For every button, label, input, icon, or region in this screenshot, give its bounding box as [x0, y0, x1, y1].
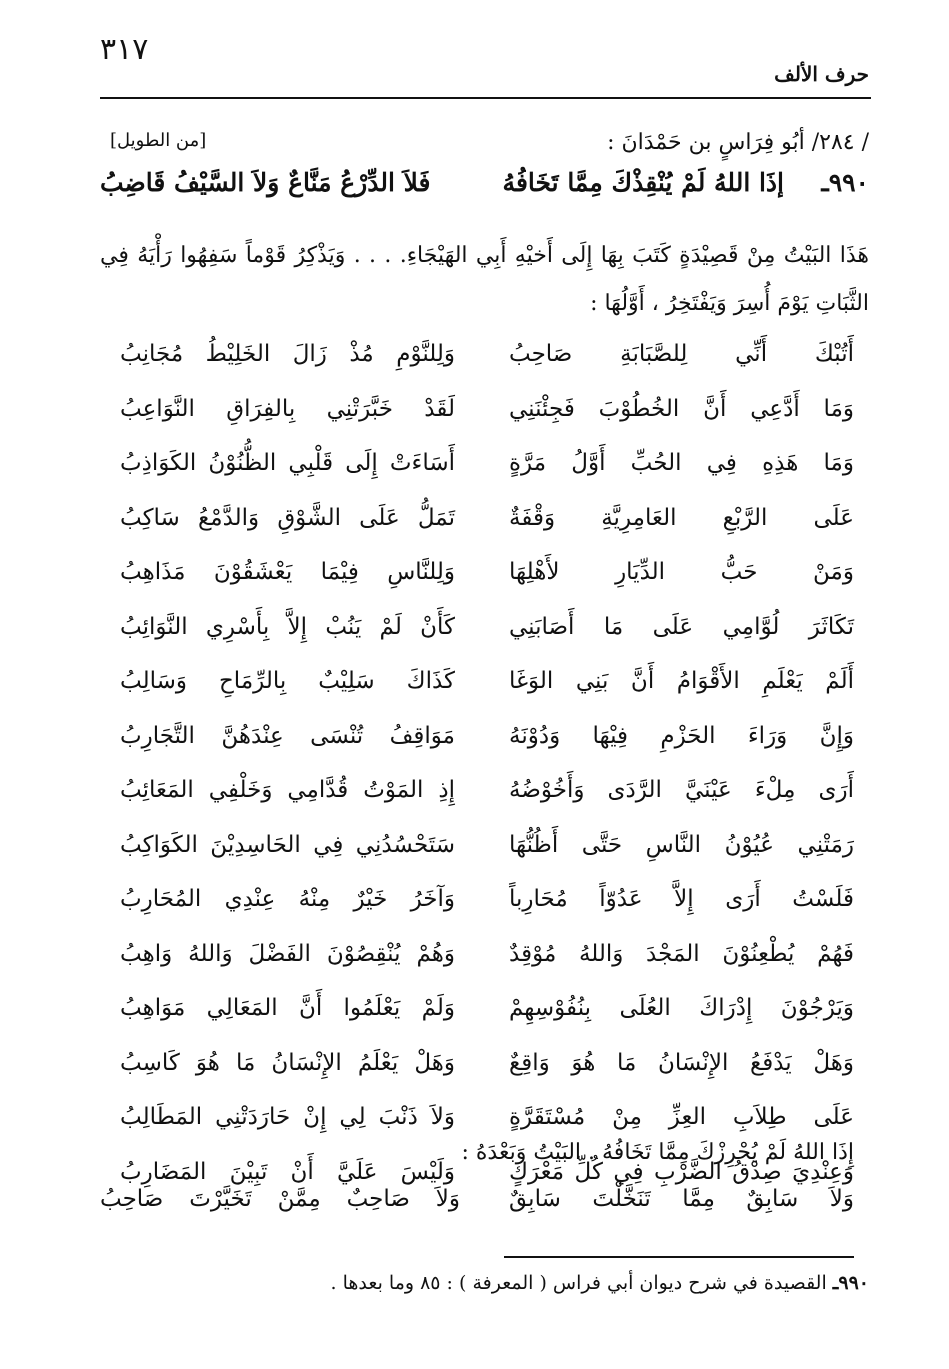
hemistich-first: وَإِنَّ وَرَاءَ الحَزْمِ فِيْهَا وَدُوْنَهُ [509, 722, 854, 749]
couplet [120, 933, 854, 988]
footnote-rule [504, 1256, 854, 1258]
hemistich-first: وَعِنْدِيَ صِدْقُ الضَّرْبِ فِي كُلِّ مَعْرَكٍ [509, 1158, 854, 1185]
hemistich-first: فَهُمْ يُطْعِنُوْنَ المَجْدَ وَاللهُ مُوْقِدٌ [509, 940, 854, 967]
hemistich-first: وَمَا هَذِهِ فِي الحُبِّ أَوَّلُ مَرَّةٍ [509, 450, 854, 476]
footnote-number: ٩٩٠ـ [832, 1272, 869, 1294]
headline-verse [100, 168, 869, 212]
hemistich-second: وَهَلْ يَعْلَمُ الإِنْسَانُ مَا هُوَ كَاسِبُ [120, 1049, 455, 1076]
hemistich-first: تَكَاثَرَ لُوَّامِي عَلَى مَا أَصَابَنِي [509, 613, 854, 640]
hemistich-second: أَسَاءَتْ إِلَى قَلْبِي الظُّنُوْنُ الكَوَاذِبُ [120, 450, 455, 476]
hemistich-second: إِذِ المَوْتُ قُدَّامِي وَخَلْفِي المَعَائِبُ [120, 777, 455, 803]
hemistich-second: وَلِلنَّاسِ فِيْمَا يَعْشَقُوْنَ مَذَاهِبُ [120, 559, 455, 585]
hemistich-second: وَلَمْ يَعْلَمُوا أَنَّ المَعَالِي مَوَاهِبُ [120, 995, 455, 1021]
hemistich-first: أَلَمْ يَعْلَمِ الأَقْوَامُ أَنَّ بَنِي الوَغَا [509, 668, 854, 694]
hemistich-first: عَلَى طِلاَبِ العِزِّ مِنْ مُسْتَقَرَّةٍ [509, 1104, 854, 1130]
hemistich-second: لَقَدْ خَبَّرَتْنِي بِالفِرَاقِ النَّوَاعِبُ [120, 395, 455, 422]
couplet [120, 606, 854, 661]
hemistich-first: فَلَسْتُ أَرَى إِلاَّ عَدُوّاً مُحَارِباً [509, 886, 854, 912]
hemistich-first: وَمَنْ حَبُّ الدِّيَارِ لأَهْلِهَا [509, 559, 854, 585]
footnote [331, 1272, 869, 1294]
final-hemistich-second: وَلاَ صَاحِبٌ مِمَّنْ تَخَيَّرْتَ صَاحِبُ [100, 1186, 460, 1212]
hemistich-first: رَمَتْنِي عُيُوْنُ النَّاسِ حَتَّى أَظُنُّهَا [509, 831, 854, 858]
page-number: ٣١٧ [100, 32, 149, 67]
hemistich-second: كَأَنْ لَمْ يَنُبْ إِلاَّ بِأَسْرِي النَّوَائِبُ [120, 613, 455, 640]
header-rule [100, 97, 871, 99]
hemistich-second: تَمَلُّ عَلَى الشَّوْقِ وَالدَّمْعُ سَاكِبُ [120, 504, 455, 531]
intro-paragraph: هَذَا البَيْتُ مِنْ قَصِيْدَةٍ كَتَبَ بِهَا إِلَى أَخيْهِ أَبِي الهَيْجَاءِ. . . . وَيَذْكِرُ قَوْماً سَفِهُوا رَأْيَهُ فِي الثَّبَاتِ يَوْمَ أُسِرَ وَيَفْتَخِرُ ، أَوَّلُهَا : [100, 243, 869, 316]
couplet [120, 333, 854, 388]
couplet [120, 1042, 854, 1097]
headline-hemistich-1: إذَا اللهُ لَمْ يُنْقِذْكَ مِمَّا تَخَافُهُ [502, 168, 784, 197]
author-line: / ٢٨٤/ أبُو فِرَاسٍ بن حَمْدَانَ : [607, 130, 869, 155]
couplet [120, 987, 854, 1042]
hemistich-first: عَلَى الرَّبْعِ العَامِرِيَّةِ وَقْفَةٌ [509, 504, 854, 531]
hemistich-first: أَرَى مِلْءَ عَيْنَيَّ الرَّدَى وَأَخُوْضُهُ [509, 777, 854, 803]
hemistich-first: أَتُبْكَ أَنِّي لِلصَّبَابَةِ صَاحِبُ [509, 341, 854, 367]
couplet [120, 442, 854, 497]
hemistich-second: مَوَاقِفُ تُنْسَى عِنْدَهُنَّ التَّجَارِبُ [120, 722, 455, 749]
final-couplet [100, 1186, 854, 1236]
hemistich-second: كَذَاكَ سَلِيْبٌ بِالرِّمَاحِ وَسَالِبُ [120, 668, 455, 694]
couplet [120, 660, 854, 715]
hemistich-second: وَهُمْ يُنْقِصُوْنَ الفَضْلَ وَاللهُ وَاهِبُ [120, 940, 455, 967]
hemistich-second: وَآخَرُ خَيْرٌ مِنْهُ عِنْدِي المُحَارِبُ [120, 886, 455, 912]
couplet [120, 878, 854, 933]
couplet [120, 551, 854, 606]
couplet [120, 769, 854, 824]
footnote-text: القصيدة في شرح ديوان أبي فراس ( المعرفة ) : ٨٥ وما بعدها . [330, 1272, 827, 1294]
after-text: إِذَا اللهُ لَمْ يُحْرِزْكَ مِمَّا تَخَافُهُ . البَيْتُ وَبَعْدَهُ : [461, 1140, 854, 1165]
couplet [120, 824, 854, 879]
running-head: حرف الألف [774, 62, 869, 86]
hemistich-second: وَلاَ ذَنْبَ لِي إِنْ حَارَدَتْنِي المَطَالِبُ [120, 1104, 455, 1130]
hemistich-first: وَمَا أَدَّعِي أَنَّ الخُطُوْبَ فَجِئْنَنِي [509, 395, 854, 422]
hemistich-first: وَيَرْجُوْنَ إِدْرَاكَ العُلَى بِنُفُوْسِهِمْ [509, 995, 854, 1021]
hemistich-second: وَلَيْسَ عَلَيَّ أَنْ تَبِيْنَ المَضَارِبُ [120, 1158, 455, 1185]
headline-hemistich-2: فَلاَ الدِّرْعُ مَنَّاعٌ وَلاَ السَّيْفُ قَاضِبُ [100, 168, 431, 197]
couplet [120, 715, 854, 770]
hemistich-second: سَتَحْسُدُنِي فِي الحَاسِدِيْنَ الكَوَاكِبُ [120, 831, 455, 858]
hemistich-first: وَهَلْ يَدْفَعُ الإِنْسَانُ مَا هُوَ وَاقِعٌ [509, 1049, 854, 1076]
final-hemistich-first: وَلاَ سَابِقٌ مِمَّا تَنَخَّلْتَ سَابِقٌ [509, 1186, 854, 1212]
verse-number: ٩٩٠ـ [821, 168, 869, 197]
poem [120, 333, 854, 1205]
couplet [120, 388, 854, 443]
meter-label: [من الطويل] [110, 130, 207, 151]
couplet [120, 497, 854, 552]
hemistich-second: وَلِلنَّوْمِ مُذْ زَالَ الخَلِيْطُ مُجَانِبُ [120, 341, 455, 367]
